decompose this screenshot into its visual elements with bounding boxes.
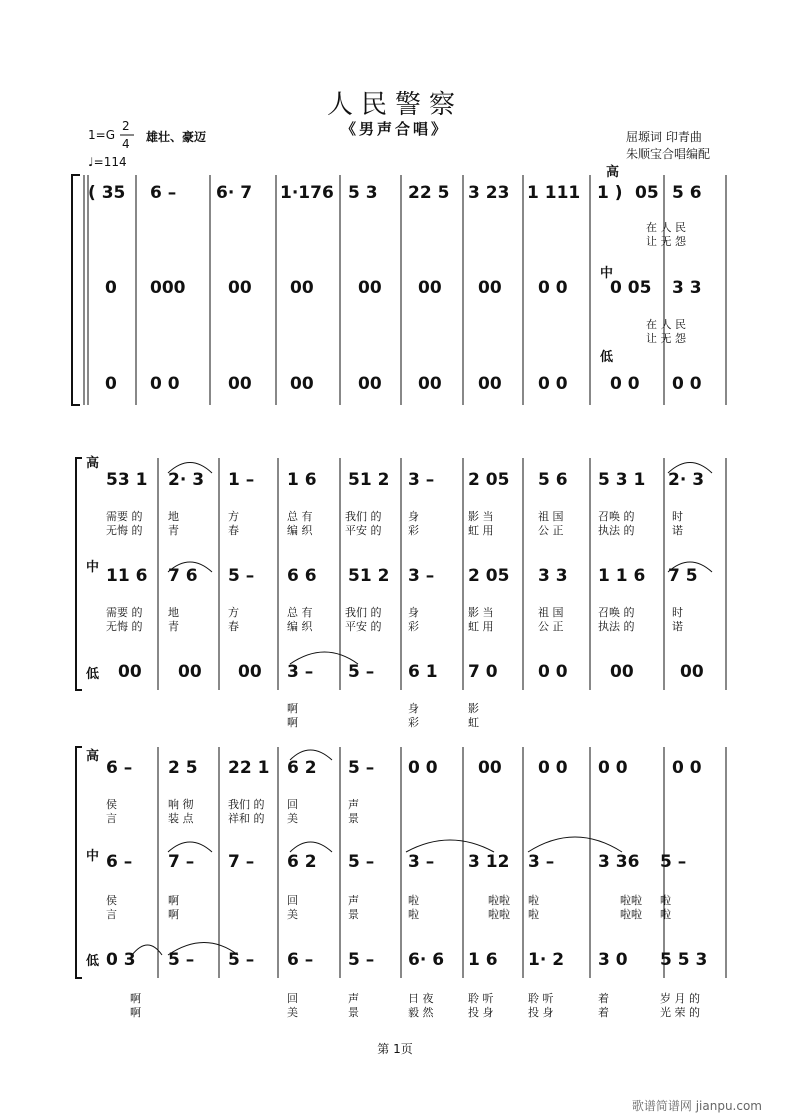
lyric: 彩: [408, 524, 419, 537]
note-group: 00: [478, 278, 502, 298]
lyric: 啦: [660, 908, 671, 921]
note-group: 0: [105, 374, 117, 394]
note-group: 6 –: [150, 183, 177, 203]
note-group: 0: [105, 278, 117, 298]
lyric: 执法 的: [598, 524, 635, 537]
note-group: 22 5: [408, 183, 450, 203]
lyric: 岁 月 的: [660, 992, 700, 1005]
lyric: 啦啦: [620, 908, 642, 921]
note-group: 6 –: [106, 758, 133, 778]
note-group: 00: [228, 374, 252, 394]
note-group: 5 5 3: [660, 950, 708, 970]
lyric: 响 彻: [168, 798, 194, 811]
note-group: 00: [680, 662, 704, 682]
lyric: 啦: [408, 894, 419, 907]
note-group: 1·176: [280, 183, 334, 203]
note-group: 5 6: [538, 470, 568, 490]
lyric: 聆 听: [528, 992, 554, 1005]
key-signature: 1=G: [88, 128, 115, 142]
note-group: 00: [478, 374, 502, 394]
note-group: 00: [118, 662, 142, 682]
lyric: 诺: [672, 620, 683, 633]
lyric: 无悔 的: [106, 524, 143, 537]
watermark: 歌谱简谱网 jianpu.com: [631, 1099, 762, 1113]
note-group: 2 05: [468, 470, 510, 490]
note-group: 3 12: [468, 852, 510, 872]
lyric: 总 有: [287, 510, 313, 523]
voice-label-high: 高: [86, 749, 100, 764]
lyric: 虹: [468, 716, 479, 729]
lyric: 啊: [287, 702, 298, 715]
voice-label-low: 低: [86, 954, 100, 969]
voice-label-low: 低: [86, 667, 100, 682]
lyric: 我们 的: [345, 510, 382, 523]
note-group: 00: [478, 758, 502, 778]
lyric: 日 夜: [408, 992, 434, 1005]
lyric-line: 在 人 民: [646, 221, 686, 234]
lyric: 聆 听: [468, 992, 494, 1005]
page-number: 第 1页: [377, 1042, 413, 1056]
note-group: 1 111: [527, 183, 581, 203]
lyric: 方: [228, 510, 239, 523]
note-group: 6 –: [106, 852, 133, 872]
lyric: 啊: [130, 992, 141, 1005]
lyric: 诺: [672, 524, 683, 537]
lyric: 景: [348, 812, 359, 825]
note-group: ( 35: [88, 183, 126, 203]
lyric: 召唤 的: [598, 510, 635, 523]
lyric: 啦: [660, 894, 671, 907]
lyric: 春: [228, 524, 239, 537]
note-group: 51 2: [348, 566, 390, 586]
credits-arranger: 朱顺宝合唱编配: [626, 147, 711, 161]
note-group: 1 6: [468, 950, 498, 970]
lyric: 春: [228, 620, 239, 633]
note-group: 7 –: [228, 852, 255, 872]
lyric: 身: [408, 606, 419, 619]
lyric: 需要 的: [106, 606, 143, 619]
lyric: 编 织: [287, 620, 313, 633]
lyric: 公 正: [538, 524, 564, 537]
note-group: 0 0: [672, 758, 702, 778]
lyric: 回: [287, 992, 298, 1005]
lyric: 我们 的: [228, 798, 265, 811]
song-subtitle: 《男声合唱》: [340, 120, 449, 138]
note-group: 00: [290, 278, 314, 298]
voice-label-mid: 中: [86, 849, 100, 864]
lyric: 回: [287, 798, 298, 811]
note-group: 5 –: [228, 950, 255, 970]
lyric: 景: [348, 908, 359, 921]
note-group: 3 3: [672, 278, 702, 298]
lyric: 平安 的: [345, 620, 382, 633]
lyric: 着: [598, 992, 609, 1005]
note-group: 1 6: [287, 470, 317, 490]
lyric: 啦: [528, 894, 539, 907]
note-group: 5 –: [228, 566, 255, 586]
note-group: 00: [228, 278, 252, 298]
note-group: 2· 3: [668, 470, 705, 490]
lyric: 啦啦: [620, 894, 642, 907]
lyric: 投 身: [468, 1006, 494, 1019]
lyric: 啊: [168, 908, 179, 921]
lyric: 执法 的: [598, 620, 635, 633]
lyric: 啊: [130, 1006, 141, 1019]
lyric: 召唤 的: [598, 606, 635, 619]
note-group: 3 3: [538, 566, 568, 586]
note-group: 7 –: [168, 852, 195, 872]
lyric: 地: [168, 510, 179, 523]
lyric-line: 让 无 怨: [646, 332, 686, 345]
note-group: 3 36: [598, 852, 640, 872]
note-group: 2· 3: [168, 470, 205, 490]
note-group: 3 –: [528, 852, 555, 872]
note-group: 3 –: [408, 566, 435, 586]
lyric: 着: [598, 1006, 609, 1019]
lyric: 声: [348, 894, 359, 907]
lyric: 言: [106, 908, 117, 921]
note-group: 5 –: [168, 950, 195, 970]
note-group: 00: [610, 662, 634, 682]
note-group: 0 0: [538, 758, 568, 778]
lyric: 美: [287, 908, 298, 921]
note-group: 00: [418, 278, 442, 298]
note-group: 0 05: [610, 278, 652, 298]
lyric: 啦啦: [488, 908, 510, 921]
note-group: 0 0: [598, 758, 628, 778]
note-group: 0 0: [672, 374, 702, 394]
note-group: 5 3: [348, 183, 378, 203]
note-group: 1 1 6: [598, 566, 646, 586]
lyric: 虹 用: [468, 620, 494, 633]
note-group: 6· 7: [216, 183, 253, 203]
note-group: 00: [418, 374, 442, 394]
note-group: 53 1: [106, 470, 148, 490]
lyric: 祥和 的: [228, 812, 265, 825]
voice-label-high: 高: [86, 456, 100, 471]
note-group: 3 0: [598, 950, 628, 970]
note-group: 2 05: [468, 566, 510, 586]
note-group: 0 0: [150, 374, 180, 394]
lyric: 光 荣 的: [660, 1006, 700, 1019]
note-group: 5 3 1: [598, 470, 646, 490]
lyric: 投 身: [528, 1006, 554, 1019]
note-group: 5 –: [348, 852, 375, 872]
lyric: 啊: [287, 716, 298, 729]
lyric: 祖 国: [538, 606, 564, 619]
time-signature-top: 2: [122, 119, 130, 133]
note-group: 6 2: [287, 758, 317, 778]
lyric-line: 让 无 怨: [646, 235, 686, 248]
lyric: 祖 国: [538, 510, 564, 523]
voice-label-mid: 中: [86, 560, 100, 575]
lyric: 身: [408, 702, 419, 715]
note-group: 000: [150, 278, 186, 298]
lyric: 需要 的: [106, 510, 143, 523]
note-group: 05: [635, 183, 659, 203]
note-group: 1 –: [228, 470, 255, 490]
lyric: 平安 的: [345, 524, 382, 537]
note-group: 0 0: [408, 758, 438, 778]
note-group: 6 1: [408, 662, 438, 682]
note-group: 0 0: [538, 662, 568, 682]
note-group: 1 ): [597, 183, 623, 203]
note-group: 5 –: [348, 758, 375, 778]
voice-label-mid: 中: [600, 266, 614, 281]
lyric: 回: [287, 894, 298, 907]
note-group: 5 –: [660, 852, 687, 872]
note-group: 7 0: [468, 662, 498, 682]
note-group: 00: [238, 662, 262, 682]
note-group: 5 –: [348, 662, 375, 682]
lyric: 青: [168, 524, 179, 537]
lyric: 编 织: [287, 524, 313, 537]
note-group: 7 5: [668, 566, 698, 586]
note-group: 00: [178, 662, 202, 682]
song-title: 人民警察: [326, 90, 463, 120]
lyric: 侯: [106, 798, 117, 811]
note-group: 3 –: [408, 852, 435, 872]
lyric: 时: [672, 606, 683, 619]
lyric: 美: [287, 812, 298, 825]
note-group: 2 5: [168, 758, 198, 778]
lyric: 彩: [408, 716, 419, 729]
lyric: 啦: [408, 908, 419, 921]
voice-label-high: 高: [606, 165, 620, 180]
lyric: 方: [228, 606, 239, 619]
note-group: 0 0: [538, 278, 568, 298]
lyric: 虹 用: [468, 524, 494, 537]
note-group: 6 2: [287, 852, 317, 872]
lyric: 身: [408, 510, 419, 523]
lyric: 啦: [528, 908, 539, 921]
lyric: 彩: [408, 620, 419, 633]
lyric: 时: [672, 510, 683, 523]
note-group: 0 0: [538, 374, 568, 394]
lyric: 美: [287, 1006, 298, 1019]
note-group: 00: [290, 374, 314, 394]
note-group: 5 –: [348, 950, 375, 970]
lyric-line: 在 人 民: [646, 318, 686, 331]
lyric: 影 当: [468, 606, 494, 619]
note-group: 00: [358, 278, 382, 298]
style-marking: 雄壮、豪迈: [146, 130, 207, 144]
note-group: 6· 6: [408, 950, 445, 970]
note-group: 3 –: [287, 662, 314, 682]
lyric: 我们 的: [345, 606, 382, 619]
note-group: 3 23: [468, 183, 510, 203]
voice-label-low: 低: [600, 350, 614, 365]
note-group: 22 1: [228, 758, 270, 778]
note-group: 7 6: [168, 566, 198, 586]
lyric: 地: [168, 606, 179, 619]
lyric: 影: [468, 702, 479, 715]
lyric: 青: [168, 620, 179, 633]
lyric: 啦啦: [488, 894, 510, 907]
lyric: 言: [106, 812, 117, 825]
note-group: 11 6: [106, 566, 148, 586]
note-group: 0 3: [106, 950, 136, 970]
note-group: 3 –: [408, 470, 435, 490]
lyric: 影 当: [468, 510, 494, 523]
lyric: 公 正: [538, 620, 564, 633]
lyric: 装 点: [168, 812, 194, 825]
lyric: 声: [348, 798, 359, 811]
tempo-marking: ♩=114: [88, 155, 127, 169]
lyric: 侯: [106, 894, 117, 907]
lyric: 总 有: [287, 606, 313, 619]
lyric: 景: [348, 1006, 359, 1019]
lyric: 毅 然: [408, 1006, 434, 1019]
note-group: 51 2: [348, 470, 390, 490]
note-group: 0 0: [610, 374, 640, 394]
note-group: 1· 2: [528, 950, 565, 970]
lyric: 无悔 的: [106, 620, 143, 633]
lyric: 啊: [168, 894, 179, 907]
note-group: 5 6: [672, 183, 702, 203]
lyric: 声: [348, 992, 359, 1005]
credits-composer: 屈塬词 印青曲: [626, 130, 702, 144]
note-group: 6 6: [287, 566, 317, 586]
note-group: 00: [358, 374, 382, 394]
note-group: 6 –: [287, 950, 314, 970]
time-signature-bottom: 4: [122, 137, 130, 151]
